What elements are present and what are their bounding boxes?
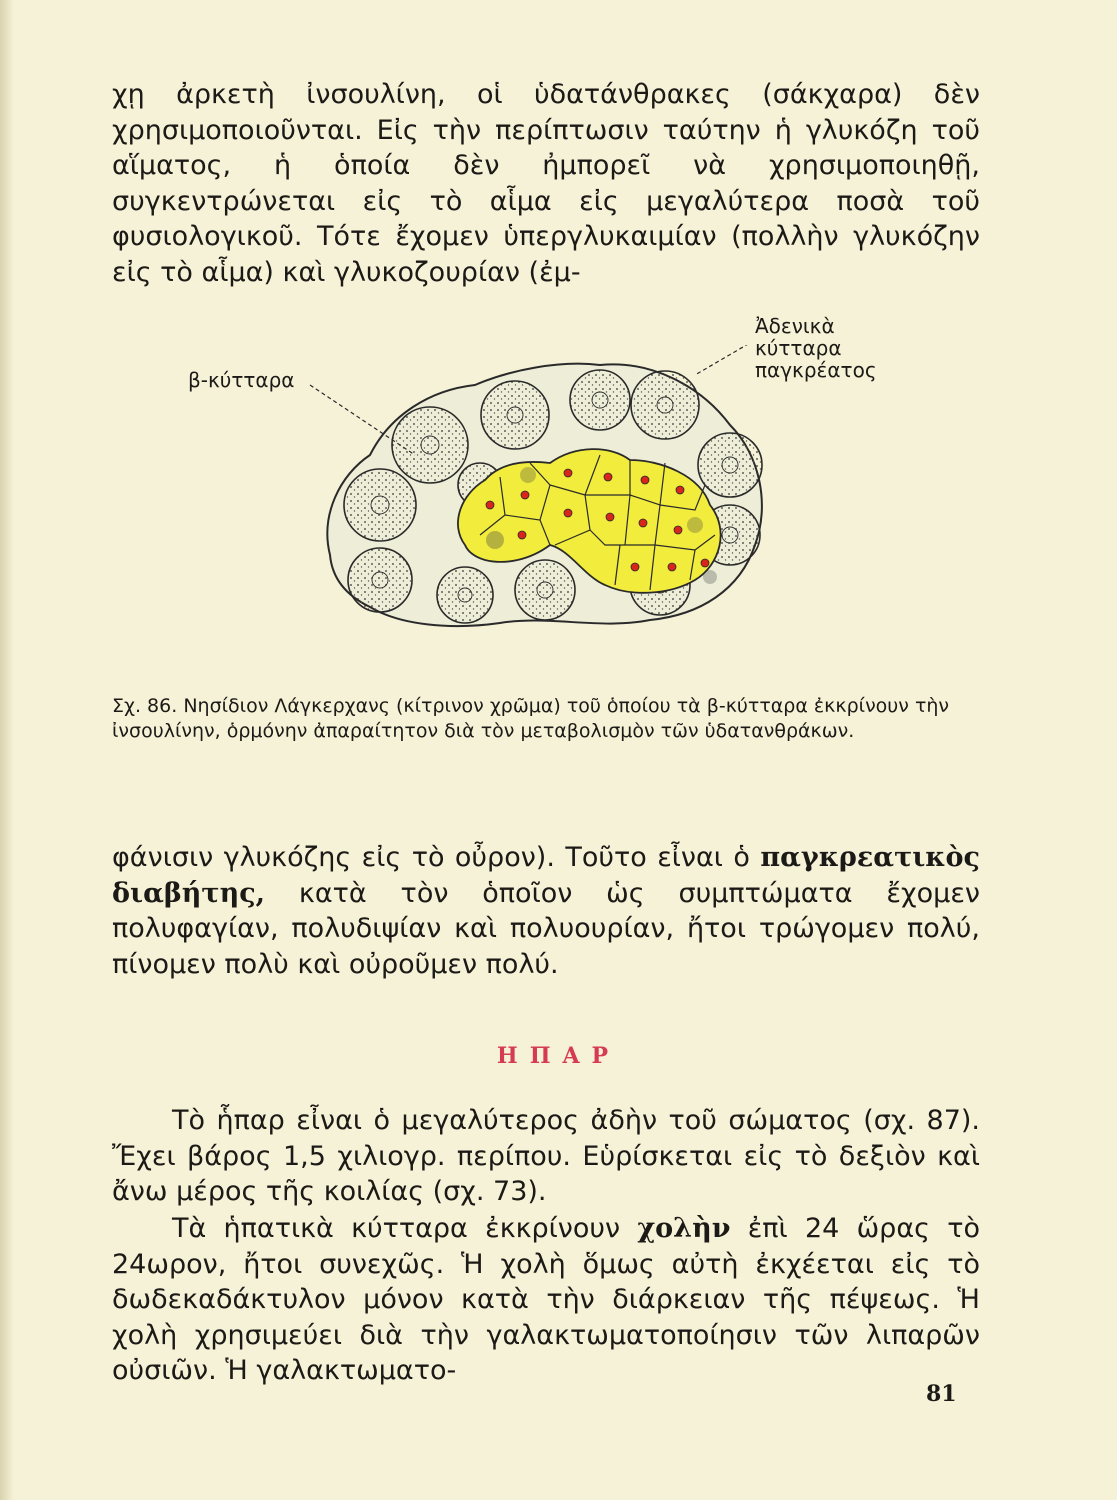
leader-line-acinar xyxy=(695,345,755,375)
paragraph-diabetes xyxy=(112,840,980,982)
label-acinar-cells xyxy=(755,315,915,381)
acinus xyxy=(698,433,762,497)
section-heading-liver: ΗΠΑΡ xyxy=(496,1043,621,1069)
bile-text-end: ἐπὶ 24 ὥρας τὸ 24ωρον, ἤτοι συνεχῶς. Ἡ χολὴ ὅμως αὐτὴ ἐκχέεται εἰς τὸ δωδεκαδάκτυλον μόνον κατὰ τὴν διάρκειαν τῆς πέψεως. Ἡ χολὴ χρησιμεύει διὰ τὴν γαλακτωματοποίησιν τῶν λιπαρῶν οὐσιῶν. Ἡ γαλακτωματο- xyxy=(112,1213,980,1386)
page-number: 81 xyxy=(926,1381,957,1407)
acinus xyxy=(515,560,575,620)
label-acinar-line3: παγκρέατος xyxy=(755,358,877,382)
bile-term: χολὴν xyxy=(637,1213,731,1244)
islet-illustration xyxy=(300,345,770,635)
label-beta-cells: β-κύτταρα xyxy=(188,368,295,392)
acinus xyxy=(631,371,699,439)
diabetes-text-start: φάνισιν γλυκόζης εἰς τὸ οὖρον). Τοῦτο εἶναι ὁ xyxy=(112,842,761,873)
label-acinar-line2: κύτταρα xyxy=(755,336,842,360)
paragraph-liver-intro: Τὸ ἧπαρ εἶναι ὁ μεγαλύτερος ἀδὴν τοῦ σώματος (σχ. 87). Ἔχει βάρος 1,5 χιλιογρ. περίπου. Εὑρίσκεται εἰς τὸ δεξιὸν καὶ ἄνω μέρος τῆς κοιλίας (σχ. 73). xyxy=(112,1105,980,1207)
page-edge-shadow xyxy=(0,0,14,1500)
diabetes-term: παγκρεατικὸς διαβήτης, xyxy=(112,842,980,909)
bile-text-start: Τὰ ἡπατικὰ κύτταρα ἐκκρίνουν xyxy=(172,1213,638,1244)
acinus xyxy=(437,567,493,623)
figure-caption: Σχ. 86. Νησίδιον Λάγκερχανς (κίτρινον χρῶμα) τοῦ ὁποίου τὰ β-κύτταρα ἐκκρίνουν τὴν ἰνσουλίνην, ὁρμόνην ἀπαραίτητον διὰ τὸν μεταβολισμὸν τῶν ὑδατανθράκων. xyxy=(112,695,950,742)
diabetes-text-end: κατὰ τὸν ὁποῖον ὡς συμπτώματα ἔχομεν πολυφαγίαν, πολυδιψίαν καὶ πολυουρίαν, ἤτοι τρώγομεν πολύ, πίνομεν πολὺ καὶ οὐροῦμεν πολύ. xyxy=(112,877,980,980)
paragraph-bile xyxy=(112,1211,980,1389)
paragraph-insulin: χῃ ἀρκετὴ ἰνσουλίνη, οἱ ὑδατάνθρακες (σάκχαρα) δὲν χρησιμοποιοῦνται. Εἰς τὴν περίπτωσιν ταύτην ἡ γλυκόζη τοῦ αἵματος, ἡ ὁποία δὲν ἠμπορεῖ νὰ χρησιμοποιηθῇ, συγκεντρώνεται εἰς τὸ αἷμα εἰς μεγαλύτερα ποσὰ τοῦ φυσιολογικοῦ. Τότε ἔχομεν ὑπεργλυκαιμίαν (πολλὴν γλυκόζην εἰς τὸ αἷμα) καὶ γλυκοζουρίαν (ἐμ- xyxy=(112,79,980,288)
acinus xyxy=(344,469,416,541)
acinus xyxy=(570,370,630,430)
label-acinar-line1: Ἀδενικὰ xyxy=(755,314,835,338)
islet-of-langerhans-figure xyxy=(300,345,770,639)
acinus xyxy=(481,381,549,449)
acinus xyxy=(348,548,412,612)
acinus xyxy=(392,407,468,483)
